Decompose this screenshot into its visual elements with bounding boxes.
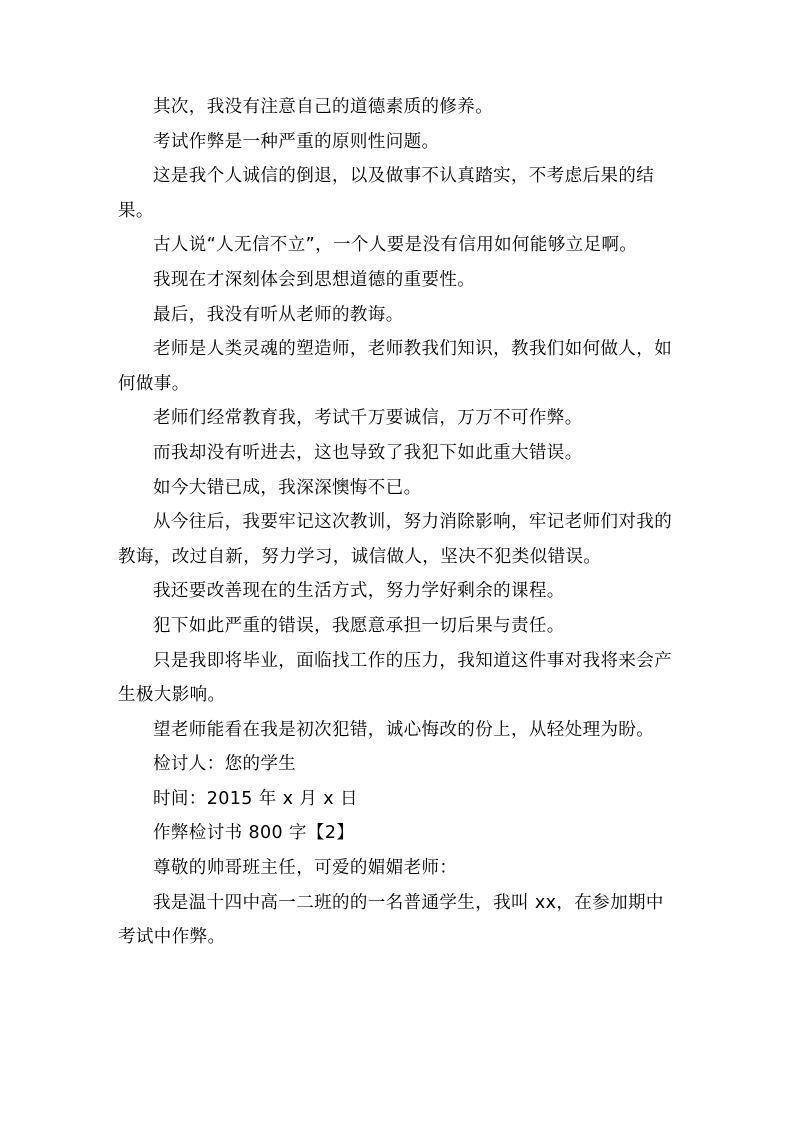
paragraph: 而我却没有听进去，这也导致了我犯下如此重大错误。: [153, 442, 583, 463]
paragraph: 我现在才深刻体会到思想道德的重要性。: [153, 269, 476, 290]
paragraph: 考试作弊是一种严重的原则性问题。: [153, 131, 440, 152]
signature-line: 检讨人：您的学生: [153, 754, 297, 775]
paragraph: 这是我个人诚信的倒退，以及做事不认真踏实，不考虑后果的结果。: [118, 166, 655, 221]
paragraph: 老师们经常教育我，考试千万要诚信，万万不可作弊。: [153, 408, 583, 429]
paragraph: 老师是人类灵魂的塑造师，老师教我们知识，教我们如何做人，如何做事。: [118, 339, 673, 394]
paragraph: 犯下如此严重的错误，我愿意承担一切后果与责任。: [153, 615, 565, 636]
paragraph: 如今大错已成，我深深懊悔不已。: [153, 477, 422, 498]
paragraph: 只是我即将毕业，面临找工作的压力，我知道这件事对我将来会产生极大影响。: [118, 650, 673, 706]
paragraph: 我是温十四中高一二班的的一名普通学生，我叫 xx，在参加期中考试中作弊。: [118, 892, 664, 948]
date-line: 时间：2015 年 x 月 x 日: [153, 788, 358, 809]
paragraph: 望老师能看在我是初次犯错，诚心悔改的份上，从轻处理为盼。: [153, 719, 655, 740]
paragraph: 最后，我没有听从老师的教诲。: [153, 304, 404, 325]
paragraph: 其次，我没有注意自己的道德素质的修养。: [153, 97, 494, 117]
salutation: 尊敬的帅哥班主任，可爱的媚媚老师：: [153, 858, 458, 879]
section-heading: 作弊检讨书 800 字【2】: [153, 823, 355, 844]
paragraph: 我还要改善现在的生活方式，努力学好剩余的课程。: [153, 581, 565, 602]
document-body: [118, 90, 678, 955]
paragraph: 从今往后，我要牢记这次教训，努力消除影响，牢记老师们对我的教诲，改过自新，努力学习，诚信做人，坚决不犯类似错误。: [118, 512, 673, 567]
paragraph: 古人说“人无信不立”，一个人要是没有信用如何能够立足啊。: [153, 235, 638, 256]
